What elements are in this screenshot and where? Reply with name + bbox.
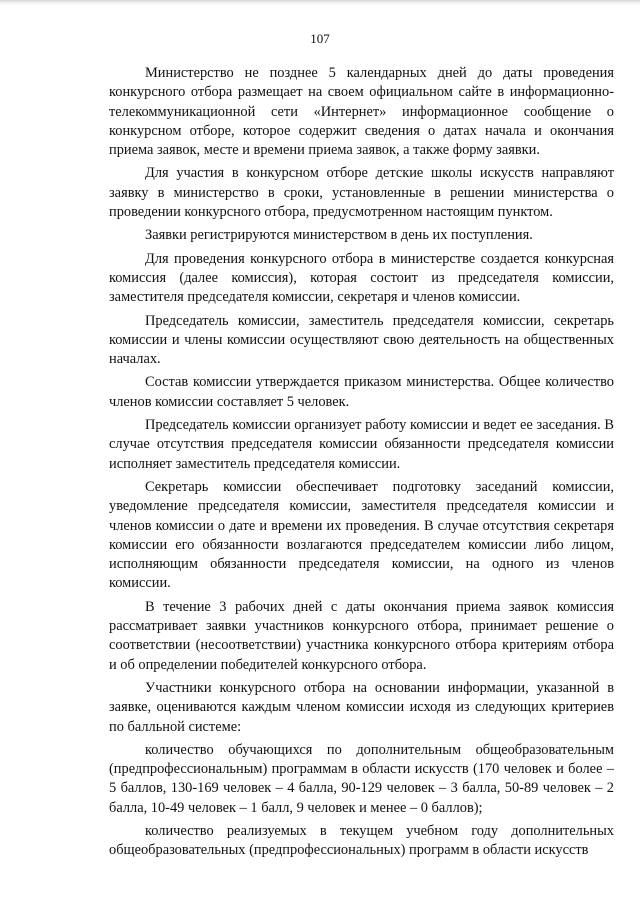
paragraph-evaluation-criteria: Участники конкурсного отбора на основании информации, указанной в заявке, оцениваются каждым членом комиссии исходя из следующих критериев по балльной системе: <box>109 679 614 735</box>
paragraph-commission-creation: Для проведения конкурсного отбора в министерстве создается конкурсная комиссия (далее комиссия), которая состоит из председателя комиссии, заместителя председателя комиссии, секретаря и членов комиссии. <box>109 250 614 306</box>
paragraph-application-submission: Для участия в конкурсном отборе детские школы искусств направляют заявку в министерство в сроки, установленные в решении министерства о проведении конкурсного отбора, предусмотренном настоящим пунктом. <box>109 165 614 221</box>
paragraph-secretary-duties: Секретарь комиссии обеспечивает подготовку заседаний комиссии, уведомление председателя комиссии, заместителя председателя комиссии и членов комиссии о дате и времени их проведения. В случае отсутствия секретаря комиссии его обязанности возлагаются председателем комиссии либо лицом, исполняющим обязанности председателя комиссии, на одного из членов комиссии. <box>109 478 614 592</box>
paragraph-chairman-duties: Председатель комиссии организует работу комиссии и ведет ее заседания. В случае отсутствия председателя комиссии обязанности председателя комиссии исполняет заместитель председателя комиссии. <box>109 417 614 472</box>
paragraph-criterion-programs: количество реализуемых в текущем учебном году дополнительных общеобразовательных (предпрофессиональных) программ в области искусств <box>109 822 614 859</box>
paragraph-voluntary-basis: Председатель комиссии, заместитель председателя комиссии, секретарь комиссии и члены комиссии осуществляют свою деятельность на общественных началах. <box>109 312 614 368</box>
paragraph-registration: Заявки регистрируются министерством в день их поступления. <box>145 227 533 244</box>
paragraph-commission-composition: Состав комиссии утверждается приказом министерства. Общее количество членов комиссии составляет 5 человек. <box>109 374 614 410</box>
paragraph-criterion-students: количество обучающихся по дополнительным общеобразовательным (предпрофессиональным) программам в области искусств (170 человек и более – 5 баллов, 130-169 человек – 4 балла, 90-129 человек – 3 балла, 50-89 человек – 2 балла, 10-49 человек – 1 балл, 9 человек и менее – 0 баллов); <box>109 741 614 816</box>
paragraph-announcement: Министерство не позднее 5 календарных дней до даты проведения конкурсного отбора размещает на своем официальном сайте в информационно-телекоммуникационной сети «Интернет» информационное сообщение о конкурсном отборе, которое содержит сведения о датах начала и окончания приема заявок, месте и времени приема заявок, а также форму заявки. <box>109 65 614 159</box>
scan-edge-shadow <box>0 0 640 5</box>
document-body <box>109 64 614 865</box>
page-number: 107 <box>310 31 330 46</box>
paragraph-review-period: В течение 3 рабочих дней с даты окончания приема заявок комиссия рассматривает заявки участников конкурсного отбора, принимает решение о соответствии (несоответствии) участника конкурсного отбора критериям отбора и об определении победителей конкурсного отбора. <box>109 598 614 673</box>
